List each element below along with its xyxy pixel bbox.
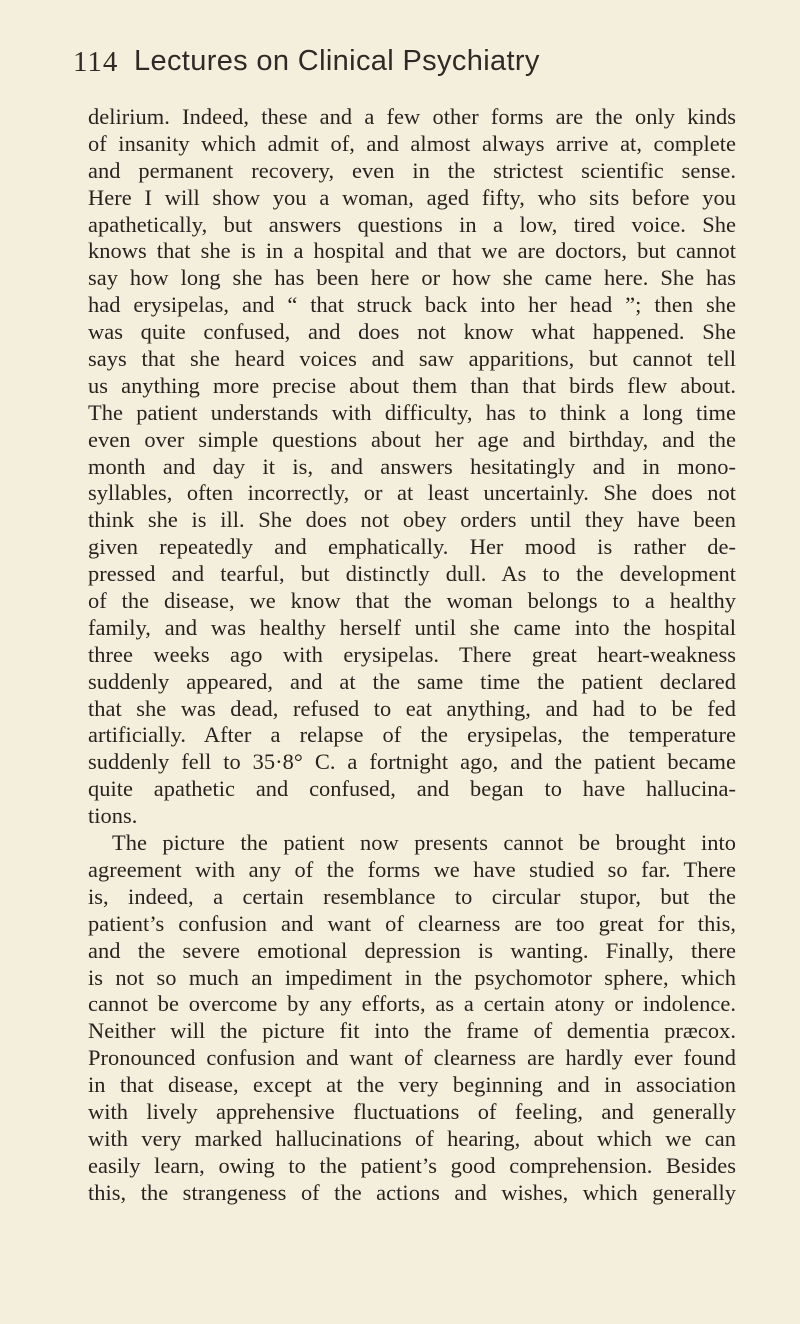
text-line: pressed and tearful, but distinctly dull. As to the development xyxy=(88,561,736,587)
text-line: quite apathetic and confused, and began to have hallucina- xyxy=(88,776,736,802)
text-line: suddenly fell to 35·8° C. a fortnight ago, and the patient became xyxy=(88,749,736,775)
text-line: agreement with any of the forms we have studied so far. There xyxy=(88,856,736,882)
paragraph-start-line: The picture the patient now presents cannot be brought into xyxy=(112,830,736,856)
text-line: Here I will show you a woman, aged fifty, who sits before you xyxy=(88,184,736,210)
text-line: Neither will the picture fit into the frame of dementia præcox. xyxy=(88,1018,736,1044)
text-line: patient’s confusion and want of clearness are too great for this, xyxy=(88,910,736,936)
running-title: Lectures on Clinical Psychiatry xyxy=(134,45,540,77)
text-line: suddenly appeared, and at the same time the patient declared xyxy=(88,668,736,694)
text-line: month and day it is, and answers hesitatingly and in mono- xyxy=(88,453,736,479)
text-line: with very marked hallucinations of hearing, about which we can xyxy=(88,1125,736,1151)
text-line: think she is ill. She does not obey orders until they have been xyxy=(88,507,736,533)
text-line: three weeks ago with erysipelas. There great heart-weakness xyxy=(88,641,736,667)
text-line: family, and was healthy herself until she came into the hospital xyxy=(88,614,736,640)
text-line: and permanent recovery, even in the strictest scientific sense. xyxy=(88,157,736,183)
text-line: easily learn, owing to the patient’s good comprehension. Besides xyxy=(88,1152,736,1178)
text-line: delirium. Indeed, these and a few other forms are the only kinds xyxy=(88,104,736,129)
page-header xyxy=(73,38,733,88)
text-line: of the disease, we know that the woman belongs to a healthy xyxy=(88,588,736,614)
text-line: says that she heard voices and saw apparitions, but cannot tell xyxy=(88,346,736,372)
text-line: with lively apprehensive fluctuations of feeling, and generally xyxy=(88,1098,736,1124)
text-line: tions. xyxy=(88,803,138,829)
text-line: given repeatedly and emphatically. Her mood is rather de- xyxy=(88,534,736,560)
body-text xyxy=(88,104,736,1294)
text-line: this, the strangeness of the actions and wishes, which generally xyxy=(88,1179,736,1205)
text-line: had erysipelas, and “ that struck back into her head ”; then she xyxy=(88,292,736,318)
text-line: of insanity which admit of, and almost always arrive at, complete xyxy=(88,130,736,156)
text-line: cannot be overcome by any efforts, as a certain atony or indolence. xyxy=(88,991,736,1017)
text-line: apathetically, but answers questions in a low, tired voice. She xyxy=(88,211,736,237)
text-line: say how long she has been here or how she came here. She has xyxy=(88,265,736,291)
text-line: knows that she is in a hospital and that we are doctors, but cannot xyxy=(88,238,736,264)
text-line: even over simple questions about her age and birthday, and the xyxy=(88,426,736,452)
text-line: that she was dead, refused to eat anything, and had to be fed xyxy=(88,695,736,721)
text-line: syllables, often incorrectly, or at least uncertainly. She does not xyxy=(88,480,736,506)
text-line: us anything more precise about them than that birds flew about. xyxy=(88,372,736,398)
text-line: was quite confused, and does not know what happened. She xyxy=(88,319,736,345)
page-number: 114 xyxy=(73,46,119,78)
text-line: is, indeed, a certain resemblance to circular stupor, but the xyxy=(88,883,736,909)
text-line: Pronounced confusion and want of clearness are hardly ever found xyxy=(88,1045,736,1071)
text-line: The patient understands with difficulty, has to think a long time xyxy=(88,399,736,425)
text-line: and the severe emotional depression is wanting. Finally, there xyxy=(88,937,736,963)
text-line: in that disease, except at the very beginning and in association xyxy=(88,1072,736,1098)
text-line: is not so much an impediment in the psychomotor sphere, which xyxy=(88,964,736,990)
text-line: artificially. After a relapse of the erysipelas, the temperature xyxy=(88,722,736,748)
